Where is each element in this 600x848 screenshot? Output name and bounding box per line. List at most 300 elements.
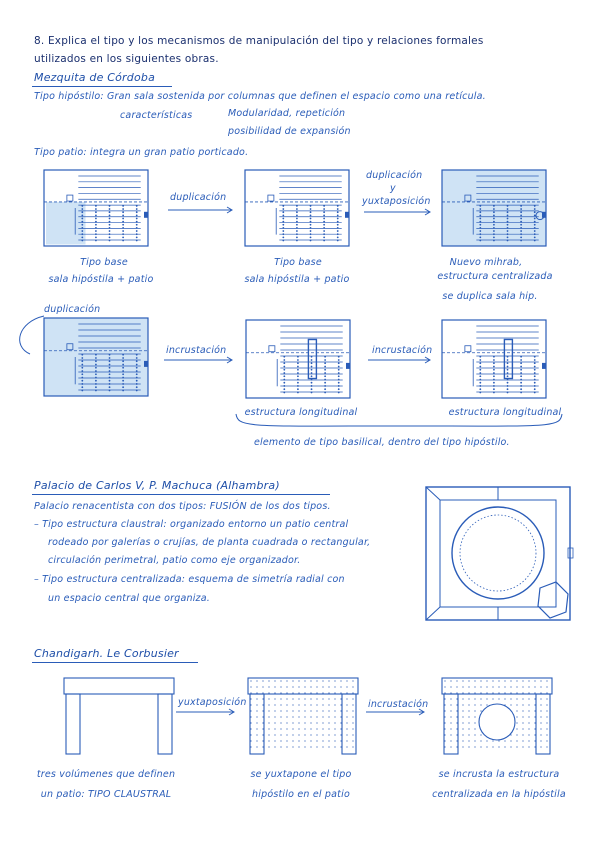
pilotis-dot (444, 680, 445, 681)
pilotis-dot (456, 722, 457, 723)
column-dot (324, 372, 326, 374)
column-dot (493, 369, 495, 371)
top-volume (248, 678, 358, 694)
palacio-line-4: circulación perimetral, patio como eje organizador. (48, 555, 301, 566)
ch-arrow-incrustacion (366, 709, 424, 715)
ch-caption-3-b: centralizada en la hipóstila (432, 789, 566, 800)
column-dot (520, 218, 522, 220)
column-dot (136, 233, 138, 235)
mihrab (345, 212, 349, 218)
column-dot (122, 224, 124, 226)
column-dot (81, 357, 83, 359)
pilotis-dot (546, 710, 547, 711)
column-dot (109, 364, 111, 366)
pilotis-dot (322, 710, 323, 711)
pilotis-dot (480, 686, 481, 687)
column-dot (95, 370, 97, 372)
column-dot (534, 227, 536, 229)
pilotis-dot (546, 722, 547, 723)
column-dot (95, 373, 97, 375)
pilotis-dot (486, 698, 487, 699)
column-dot (479, 362, 481, 364)
left-volume (250, 694, 264, 754)
column-dot (81, 364, 83, 366)
pilotis-dot (334, 686, 335, 687)
pilotis-dot (456, 698, 457, 699)
arrow-label-incrustacion-1: incrustación (166, 345, 227, 356)
pilotis-dot (262, 722, 263, 723)
column-dot (122, 208, 124, 210)
pilotis-dot (546, 728, 547, 729)
circular-patio-outer (452, 507, 544, 599)
column-dot (479, 236, 481, 238)
column-dot (122, 373, 124, 375)
pilotis-dot (304, 704, 305, 705)
pilotis-dot (492, 698, 493, 699)
pilotis-dot (522, 710, 523, 711)
pilotis-dot (456, 710, 457, 711)
pilotis-dot (250, 680, 251, 681)
column-dot (109, 227, 111, 229)
column-dot (337, 205, 339, 207)
pilotis-dot (474, 692, 475, 693)
column-dot (493, 230, 495, 232)
column-dot (296, 230, 298, 232)
palacio-line-2: – Tipo estructura claustral: organizado entorno un patio central (34, 519, 349, 530)
pilotis-dot (322, 722, 323, 723)
pilotis-dot (328, 692, 329, 693)
column-dot (109, 218, 111, 220)
column-dot (296, 218, 298, 220)
pilotis-dot (534, 698, 535, 699)
column-dot (310, 240, 312, 242)
column-dot (81, 360, 83, 362)
pilotis-dot (328, 698, 329, 699)
column-dot (81, 205, 83, 207)
pilotis-dot (474, 740, 475, 741)
pilotis-dot (316, 716, 317, 717)
pilotis-dot (522, 722, 523, 723)
column-dot (493, 385, 495, 387)
pilotis-dot (280, 704, 281, 705)
mihrab (144, 361, 148, 367)
pilotis-dot (262, 680, 263, 681)
pilotis-dot (328, 716, 329, 717)
pilotis-dot (444, 734, 445, 735)
column-dot (534, 224, 536, 226)
pilotis-dot (304, 740, 305, 741)
column-dot (507, 366, 509, 368)
pilotis-dot (546, 716, 547, 717)
pilotis-dot (468, 740, 469, 741)
pilotis-dot (250, 740, 251, 741)
pilotis-dot (352, 692, 353, 693)
pilotis-dot (340, 698, 341, 699)
column-dot (136, 357, 138, 359)
pilotis-dot (340, 746, 341, 747)
column-dot (337, 214, 339, 216)
column-dot (296, 214, 298, 216)
pilotis-dot (268, 680, 269, 681)
pilotis-dot (468, 710, 469, 711)
caption-4: estructura longitudinal (244, 407, 358, 418)
pilotis-dot (304, 734, 305, 735)
column-dot (310, 221, 312, 223)
pilotis-dot (498, 692, 499, 693)
column-dot (283, 388, 285, 390)
column-dot (81, 240, 83, 242)
pilotis-dot (292, 692, 293, 693)
pilotis-dot (444, 698, 445, 699)
pilotis-dot (280, 746, 281, 747)
column-dot (337, 208, 339, 210)
left-volume (444, 694, 458, 754)
pilotis-dot (250, 704, 251, 705)
arrow-label-duplicacion-2: duplicación (366, 170, 423, 181)
pilotis-dot (456, 734, 457, 735)
pilotis-dot (250, 716, 251, 717)
pilotis-dot (480, 746, 481, 747)
column-dot (520, 205, 522, 207)
pilotis-dot (450, 746, 451, 747)
column-dot (136, 230, 138, 232)
pilotis-dot (468, 680, 469, 681)
column-dot (493, 382, 495, 384)
pilotis-dot (268, 692, 269, 693)
column-dot (507, 221, 509, 223)
column-dot (296, 211, 298, 213)
pilotis-dot (274, 698, 275, 699)
pilotis-dot (462, 698, 463, 699)
column-dot (493, 224, 495, 226)
column-dot (297, 372, 299, 374)
pilotis-dot (528, 728, 529, 729)
pilotis-dot (462, 710, 463, 711)
pilotis-dot (534, 710, 535, 711)
pilotis-dot (486, 692, 487, 693)
column-dot (338, 375, 340, 377)
column-dot (534, 221, 536, 223)
pilotis-dot (340, 692, 341, 693)
pilotis-dot (528, 680, 529, 681)
pilotis-dot (522, 740, 523, 741)
pilotis-dot (540, 686, 541, 687)
column-dot (95, 208, 97, 210)
pilotis-dot (456, 746, 457, 747)
pilotis-dot (456, 728, 457, 729)
pilotis-dot (468, 686, 469, 687)
caption-2-b: sala hipóstila + patio (244, 274, 350, 285)
pilotis-dot (444, 704, 445, 705)
ch-caption-2-b: hipóstilo en el patio (252, 789, 350, 800)
pilotis-dot (516, 716, 517, 717)
column-dot (479, 224, 481, 226)
column-dot (520, 366, 522, 368)
pilotis-dot (534, 716, 535, 717)
column-dot (534, 233, 536, 235)
pilotis-dot (322, 746, 323, 747)
pilotis-dot (250, 692, 251, 693)
longitudinal-nave (308, 340, 316, 379)
pilotis-dot (304, 692, 305, 693)
column-dot (122, 214, 124, 216)
column-dot (507, 369, 509, 371)
column-dot (493, 388, 495, 390)
pilotis-dot (268, 686, 269, 687)
pilotis-dot (528, 740, 529, 741)
column-dot (493, 221, 495, 223)
column-dot (95, 227, 97, 229)
column-dot (282, 224, 284, 226)
column-dot (282, 240, 284, 242)
pilotis-dot (292, 716, 293, 717)
mezquita-characteristic-1: Modularidad, repetición (228, 108, 346, 119)
pilotis-dot (316, 698, 317, 699)
pilotis-dot (540, 734, 541, 735)
pilotis-dot (268, 746, 269, 747)
pilotis-dot (334, 722, 335, 723)
pilotis-dot (274, 746, 275, 747)
pilotis-dot (316, 740, 317, 741)
pilotis-dot (292, 710, 293, 711)
column-dot (338, 362, 340, 364)
pilotis-dot (546, 692, 547, 693)
column-dot (337, 236, 339, 238)
pilotis-dot (286, 728, 287, 729)
pilotis-dot (522, 716, 523, 717)
pilotis-dot (250, 686, 251, 687)
column-dot (534, 205, 536, 207)
column-dot (95, 240, 97, 242)
palacio-line-1: Palacio renacentista con dos tipos: FUSIÓN de los dos tipos. (34, 501, 331, 512)
pilotis-dot (510, 740, 511, 741)
pilotis-dot (346, 686, 347, 687)
pilotis-dot (474, 710, 475, 711)
arrow-label-yuxtaposicion: yuxtaposición (362, 196, 431, 207)
column-dot (310, 233, 312, 235)
pilotis-dot (510, 698, 511, 699)
pilotis-dot (462, 686, 463, 687)
pilotis-dot (540, 728, 541, 729)
pilotis-dot (322, 740, 323, 741)
pilotis-dot (310, 692, 311, 693)
column-dot (534, 382, 536, 384)
pilotis-dot (262, 692, 263, 693)
pilotis-dot (274, 710, 275, 711)
column-dot (122, 236, 124, 238)
pilotis-dot (268, 728, 269, 729)
column-dot (479, 240, 481, 242)
pilotis-dot (450, 680, 451, 681)
corner-line (426, 487, 440, 500)
column-dot (109, 380, 111, 382)
column-dot (324, 382, 326, 384)
column-dot (493, 372, 495, 374)
pilotis-dot (468, 734, 469, 735)
column-dot (109, 224, 111, 226)
pilotis-dot (468, 728, 469, 729)
column-dot (493, 379, 495, 381)
column-dot (122, 211, 124, 213)
column-dot (338, 388, 340, 390)
pilotis-dot (468, 746, 469, 747)
column-dot (109, 357, 111, 359)
pilotis-dot (528, 698, 529, 699)
pilotis-dot (262, 698, 263, 699)
pilotis-dot (516, 680, 517, 681)
pilotis-dot (540, 704, 541, 705)
column-dot (95, 383, 97, 385)
column-dot (282, 233, 284, 235)
column-dot (520, 236, 522, 238)
octagonal-chapel (538, 582, 568, 618)
column-dot (324, 366, 326, 368)
pilotis-dot (504, 686, 505, 687)
column-dot (323, 205, 325, 207)
column-dot (109, 211, 111, 213)
column-dot (534, 372, 536, 374)
pilotis-dot (456, 680, 457, 681)
pilotis-dot (450, 710, 451, 711)
column-dot (507, 208, 509, 210)
pilotis-dot (334, 740, 335, 741)
column-dot (109, 214, 111, 216)
column-dot (324, 369, 326, 371)
pilotis-dot (340, 734, 341, 735)
column-dot (534, 240, 536, 242)
pilotis-dot (346, 734, 347, 735)
column-dot (507, 205, 509, 207)
column-dot (311, 372, 313, 374)
column-dot (323, 218, 325, 220)
palacio-title: Palacio de Carlos V, P. Machuca (Alhambra) (34, 479, 280, 492)
column-dot (479, 369, 481, 371)
mihrab (542, 363, 546, 369)
column-dot (136, 240, 138, 242)
pilotis-dot (468, 722, 469, 723)
column-dot (136, 380, 138, 382)
arrow-label-duplicacion: duplicación (170, 192, 227, 203)
pilotis-dot (510, 746, 511, 747)
pilotis-dot (450, 698, 451, 699)
column-dot (507, 233, 509, 235)
plan-fill (46, 202, 86, 245)
column-dot (507, 240, 509, 242)
pilotis-dot (468, 704, 469, 705)
pilotis-dot (352, 728, 353, 729)
column-dot (310, 230, 312, 232)
column-dot (296, 224, 298, 226)
column-dot (282, 236, 284, 238)
column-dot (296, 227, 298, 229)
column-dot (95, 205, 97, 207)
pilotis-dot (310, 740, 311, 741)
pilotis-dot (256, 740, 257, 741)
column-dot (282, 221, 284, 223)
column-dot (310, 218, 312, 220)
column-dot (109, 370, 111, 372)
pilotis-dot (450, 716, 451, 717)
pilotis-dot (444, 722, 445, 723)
pilotis-dot (286, 734, 287, 735)
pilotis-dot (516, 698, 517, 699)
pilotis-dot (522, 734, 523, 735)
column-dot (136, 354, 138, 356)
pilotis-dot (444, 740, 445, 741)
pilotis-dot (510, 680, 511, 681)
pilotis-dot (352, 740, 353, 741)
pilotis-dot (322, 704, 323, 705)
corner-line (426, 607, 440, 620)
pilotis-dot (286, 740, 287, 741)
pilotis-dot (546, 704, 547, 705)
column-dot (109, 233, 111, 235)
pilotis-dot (298, 686, 299, 687)
pilotis-dot (322, 716, 323, 717)
column-dot (297, 388, 299, 390)
pilotis-dot (504, 746, 505, 747)
pilotis-dot (492, 692, 493, 693)
pilotis-dot (528, 710, 529, 711)
pilotis-dot (256, 746, 257, 747)
pilotis-dot (334, 698, 335, 699)
column-dot (136, 383, 138, 385)
column-dot (507, 382, 509, 384)
pilotis-dot (304, 746, 305, 747)
longitudinal-nave (504, 340, 512, 379)
pilotis-dot (346, 746, 347, 747)
pilotis-dot (334, 728, 335, 729)
pilotis-dot (316, 710, 317, 711)
caption-3-c: se duplica sala hip. (442, 291, 538, 302)
column-dot (122, 221, 124, 223)
column-dot (283, 382, 285, 384)
pilotis-dot (280, 728, 281, 729)
column-dot (136, 386, 138, 388)
column-dot (520, 240, 522, 242)
column-dot (493, 366, 495, 368)
pilotis-dot (262, 704, 263, 705)
pilotis-dot (286, 692, 287, 693)
column-dot (479, 233, 481, 235)
pilotis-dot (328, 746, 329, 747)
column-dot (493, 362, 495, 364)
column-dot (324, 388, 326, 390)
pilotis-dot (286, 710, 287, 711)
column-dot (479, 375, 481, 377)
column-dot (479, 372, 481, 374)
pilotis-dot (522, 686, 523, 687)
column-dot (520, 208, 522, 210)
pilotis-dot (328, 704, 329, 705)
column-dot (338, 356, 340, 358)
column-dot (109, 373, 111, 375)
ch-arrow-label-yuxtaposicion: yuxtaposición (178, 697, 247, 708)
pilotis-dot (262, 746, 263, 747)
column-dot (323, 233, 325, 235)
pilotis-dot (256, 722, 257, 723)
question-line-1: 8. Explica el tipo y los mecanismos de manipulación del tipo y relaciones formales (34, 35, 484, 47)
chandigarh-plan-2 (248, 678, 358, 754)
pilotis-dot (352, 716, 353, 717)
column-dot (122, 218, 124, 220)
column-dot (122, 386, 124, 388)
column-dot (534, 388, 536, 390)
pilotis-dot (474, 704, 475, 705)
column-dot (95, 218, 97, 220)
column-dot (122, 377, 124, 379)
mosque-plan-2 (245, 170, 349, 246)
